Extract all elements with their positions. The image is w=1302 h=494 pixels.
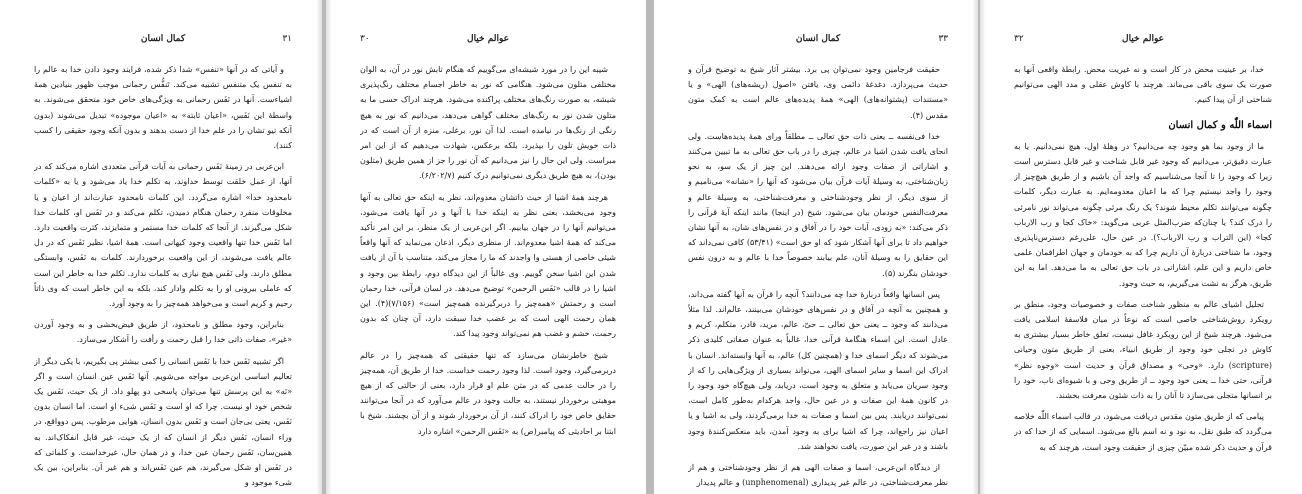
page-body [360,62,616,488]
paragraph: اگر تشبیه نَفَس خدا با نَفَس انسانی را کمی بیشتر پی بگیریم، با یکی دیگر از تعالیم اساسی ابن‌عربی مواجه می‌شویم. آنها نَفَس عین انسان است و اگر «نَه» به این پرسش تنها می‌توان پاسخی دو پهلو داد. از یک حیث، نَفَس یک شخص خود او نیست. چرا که او است و نَفَس شیء او است. اما انسان بدون نَفَس، یعنی بی‌جان است و نَفَس بدون انسان، هوایی مرطوب. پس دوواقع، در وراء انسان، نَفَس دیگر از انسان که از یک حیث، غیر قابل انفکاک‌اند. به همین‌سان، نَفَس رحمان عین خدا، و در همان حال، غیرخداست. و کلماتی که در نَفَس او شکل می‌گیرند، هم عین نَفَس‌اند و هم غیر آن. بنابراین، بین یک شیء موجود و [34,356,292,488]
running-title: عوالم خیال [467,34,509,44]
gutter-shadow [326,0,332,494]
page-number: ۳۰ [360,34,370,44]
paragraph: ما از وجود بما هو وجود چه می‌دانیم؟ در وهلهٔ اول، هیچ نمی‌دانیم. یا به عبارت دقیق‌تر، می‌دانیم که وجود غیر قابل شناخت و غیر قابل دسترس است زیرا که وجود را تا آنجا می‌شناسیم که واجد آن باشیم و از طریق هیچ‌چیز از وجود را واجد نیستیم چرا که ما اعیان معدومه‌ایم. به عبارت دیگر، کلمات چگونه می‌توانند تکلم محیط شوند؟ یک رنگ مرئی چگونه می‌تواند نور نامرئی را درک کند؟ یا چنان‌که ضرب‌المثل عربی می‌گوید: «خاک کجا و رب الارباب کجا» (این التراب و رب الارباب؟). در عین حال، علی‌رغم دسترس‌ناپذیری وجود، ما شناختی دربارهٔ آن داریم چرا که به خودمان و جهان اطرافمان علمی خاص داریم و این علم، اشاراتی در باب حق تعالی به ما می‌دهد. اما به این طریق، هرگز به نشت می‌گیریم، به حیث وجود. [1014,141,1272,288]
gutter-shadow [980,0,986,494]
gutter-shadow [972,0,978,494]
gutter-shadow [316,0,322,494]
page-body [1014,62,1272,488]
page-body [688,62,948,488]
page-header [34,34,292,48]
paragraph: از دیدگاه ابن‌عربی، اسما و صفات الهی هم از نظر وجودشناختی و هم از نظر معرفت‌شناختی، در عالم غیر پدیداری (unphenomenal) و عالم پدیدار [688,463,948,488]
running-title: کمال انسان [795,34,841,44]
section-heading: اسماء اللّٰه و کمال انسان [1168,119,1272,131]
page-30 [326,0,646,494]
running-title: عوالم خیال [1122,34,1164,44]
paragraph: و آیاتی که در آنها «تنفس» شدا ذکر شده، فرایند وجود دادن خدا به عالم را به تنفس یک متنفس تشبیه می‌کند. تَنفُّس رحمانی موجب ظهور بنیادین همهٔ اشیاءست. آنها در نَفَس رحمانی به ویژگی‌های خاص خود متحقق می‌شوند. به واسطهٔ این نَفَس، «اعیان ثابته» به «اعیان موجوده» تبدیل می‌شوند (بدون آنکه تیو تشان را در علم خدا از دست بدهند و بدون آنکه وجود حقیقی را کسب کنند). [34,65,292,151]
page-32 [980,0,1302,494]
paragraph: پس انسانها واقعاً دربارهٔ خدا چه می‌دانند؟ آنچه را قرآن به آنها گفته می‌داند، و همچنین به آنچه در آفاق و در نفس‌های خودشان می‌بینند، عالم‌اند. لذا مثلاً می‌دانند که وجود ــ یعنی حق تعالی ــ حیّ، عالم، مرید، قادر، متکلم، کریم و عادل است. این اسماء هنگامهٔ قرآنی خدا، غالباً به عنوان صفاتی کلیدی ذکر می‌شوند که دیگر اسمای خدا و (همچنین کل) عالم، به آنها وابسته‌اند. انسان با ادراک این اسما و سایر اسمای الهی، می‌تواند بسیاری از ویژگی‌هایی را که از وجود سریان می‌یابد و متعلق به وجود است، دریابد، ولی هیچ‌گاه خود وجود را در کانون همهٔ این صفات و در عین حال، واجد هرکدام به‌طور کامل است، نمی‌توانند دریابند. پس بین اسما و صفات به خدا برمی‌گردند، ولی به اشیا و یا اعیان نیز راجع‌اند، چرا که اشیا برای به وجود آمدن، باید منعکس‌کنندهٔ وجود باشند و در غیر این صورت، یافت نخواهند شد. [688,289,948,451]
page-number: ۳۱ [282,34,292,44]
page-body [34,62,292,488]
paragraph: بنابراین، وجود مطلق و نامحدود، از طریق فیض‌بخشی و به وجود آوردن «غیر»، صفات ذاتی خدا را قبل رحمت و رأفت را آشکار می‌سازد. [34,320,292,345]
page-number: ۳۳ [938,34,948,44]
running-title: کمال انسان [140,34,186,44]
paragraph: شیخ خاطرنشان می‌سازد که تنها حقیقتی که همه‌چیز را در عالم دربرمی‌گیرد، وجود است. لذا وجود رحمت خداست. خدا از طریق آن، همه‌چیز را در حالت عدمی که در متن علم او قرار دارد، بعنی از حالتی که از هیچ موهبتی برخوردار نیستند، به حالت وجود در عالم می‌آورد که در آنجا می‌توانند حقایق خاص خود را ادراک کنند، از آن برخوردار شوند و از آن بچشند. شیخ با ابتنا بر احادیثی که پیامبر(ص) به «نَفَس الرحمن» اشاره دارد [360,350,616,436]
page-33 [654,0,978,494]
paragraph: پیامی که از طریق متون مقدس دریافت می‌شود، در قالب اسماء اللّٰه خلاصه می‌گردد که طبق نقل، به نود و نه اسم بالغ می‌شود. اسمایی که از خدا که در قرآن و حدیث ذکر شده مبیّن چیزی از حقیقت وجود است، هرچند که به [1014,412,1272,452]
paragraph: تحلیل اشیای عالم به منظور شناخت صفات و خصوصیات وجود، منطق بر رویکرد روش‌شناختی خاصی است که نوعاً در میان فلاسفهٔ اسلامی یافت می‌شود. هرچند شیخ از این رویکرد غافل نیست، تعلق خاطر بسیار بیشتری به کاوش در تجلی خود وجود از طریق انبیاء، بعنی از طریق متون وحیانی (scripture) دارد. «وحی» و مصداق قرآن و حدیث است «وجوه نظر» قرآنی، حتی خدا ــ یعنی خود وجود ــ از طریق وحی و با شیوه‌ای ناب، خود را بر انسانها متجلی می‌سازد تا آنان را به ذات شئون معرفت بخشند. [1014,299,1272,401]
page-31 [0,0,322,494]
paragraph: هرچند همهٔ اشیا از حیث ذاتشان معدوم‌اند، نظر به اینکه حق تعالی به آنها وجود می‌بخشد، بعنی نظر به اینکه خدا با آنها و در آنها یافت می‌شود، می‌توانیم آنها را در جهان بیابیم. اگر ابن‌عربی از یک منظر، بر این امر تأکید می‌کند که همهٔ اشیا معدوم‌اند. از منظری دیگر، اذعان می‌نماید که آنها واقعاً شیئی خاصی از هستی وا واجدند که ما را مجاز می‌کند، متناسب با آن از یافت شدن این اشیا سخن گوییم. وی غالباً از این دیدگاه دوم، رابطهٔ بین وجود و اشیا را در قالب «نَفَس الرحمن» توضیح می‌دهد. در لسان قرآنی، خدا رحمان است و رحمتش «همه‌چیز را دربرگیرنده همه‌چیز است» (۷/۱۵۶)(۴). این همان رحمت الهی است که بر غضب خدا سبقت دارد، آن چنان که بدون رحمت، خشم و غضب هم نمی‌تواند وجود پیدا کند. [360,192,616,339]
paragraph: خدا فی‌نفسه ــ یعنی ذات حق تعالی ــ مطلقاً ورای همهٔ پدیده‌هاست. ولی انحای یافت شدن اشیا در عالم، چیزی را در باب حق تعالی به ما تبیین می‌کنند و اشاراتی از صفات وجود ارائه می‌دهند. این چیز از یک سو، به نحو زبان‌شناختی، به وسیلهٔ آیات قرآن بیان می‌شود که آنها را «نشانه» می‌نامیم و از سوی دیگر، از نظر وجودشناختی و معرفت‌شناختی، به وسیلهٔ عالم و معرفت‌النفس خودمان بیان می‌شود. شیخ (در اینجا) مانند اینکه آیهٔ قرآنی را ذکر می‌کند: «به زودی، آیات خود را در آفاق و در نفس‌های شان، به آنها نشان خواهیم داد تا برای آنها آشکار شود که او حق است» (۵۳/۴۱) کافی نمی‌داند که این حقایق را به وسیلهٔ آنان، علم بیابند خصوصاً خدا با عالم و به درون نفس خودشان بنگرند (۵). [688,131,948,278]
page-header [688,34,948,48]
page-number: ۳۲ [1014,34,1024,44]
paragraph: ابن‌عربی در زمینهٔ نَفَس رحمانی به آیات قرآنی متعددی اشاره می‌کند که در آنها، از عمل خلقت توسط خداوند، به تکلم خدا یاد می‌شود و یا به «کلمات نامحدود خدا» اشاره می‌گردد. این کلمات نامحدود عبارت‌اند از اعیان و یا مخلوقات منفرد رحمان هنگام دمیدن، تکلم می‌کند و در نَفَس او، کلمات خدا شکل می‌گیرند. از آنجا که کلمات خدا مستمر و متمایزند، کثرت واقعیت دارد. اما نَفَس خدا تنها واقعیت وجود کیهانی است. همهٔ اشیا، نظیر نَفَس که در دل عالم یافت می‌شوند، از این واقعیت برخوردارند. کلمات به نَفَس، وابستگی مطلق دارند. ولی نَفَس هیچ نیازی به کلمات ندارد. تکلم خدا به خاطر این است که عاملی بیرونی او را به تکلم وادار کند، بلکه به این خاطر است که وی ذاتاً رحیم و کریم است و می‌خواهد همه‌چیز را به وجود آورد. [34,162,292,309]
page-header [1014,34,1272,48]
page-header [360,34,616,48]
paragraph: خدا، بر عینیت محض در کار است و نه غیریت محض. رابطهٔ واقعی آنها به صورت یک سوی باقی می‌ماند. هرچند با کاوش عقلی و مدد الهی می‌توانیم شناختی از آن پیدا کنیم. [1014,65,1272,105]
paragraph: حقیقت فرجامین وجود نمی‌توان پی برد. بیشتر آثار شیخ به توضیح قرآن و حدیث می‌پردازد. دغدغهٔ دائمی وی، یافتن «اصول (ریشه‌های) الهی» و یا «مستندات (پشتوانه‌های) الهی» همهٔ پدیده‌های عالم است به کمک متون مقدس (۴). [688,65,948,120]
paragraph: شیبه این را در مورد شیشه‌ای می‌گوییم که هنگام تابش نور در آن، به الوان مختلفی متلون می‌شود. هنگامی که نور به خاطر اجسام مختلف رنگ‌پذیری شیشه، به صورت رنگ‌های مختلف پراکنده می‌شود. هرچند ادراک حسی ما به متلون شدن نور به رنگ‌های مختلف گواهی می‌دهد، می‌دانیم که نور به هیچ رنگی از رنگ‌ها در نیامده است. لذا آن نور، برغلی، منزه از آن است که در ذات خویش تلون را بپذیرد. بلکه برعکس، شهادت می‌دهیم که از این امر مبراست. ولی این حال را نیز می‌دانیم که آن نور را جز از همین طریق (متلون بودن)، به هیچ طریق دیگری نمی‌توانیم درک کنیم (۶/۲۰۲/۷). [360,65,616,181]
